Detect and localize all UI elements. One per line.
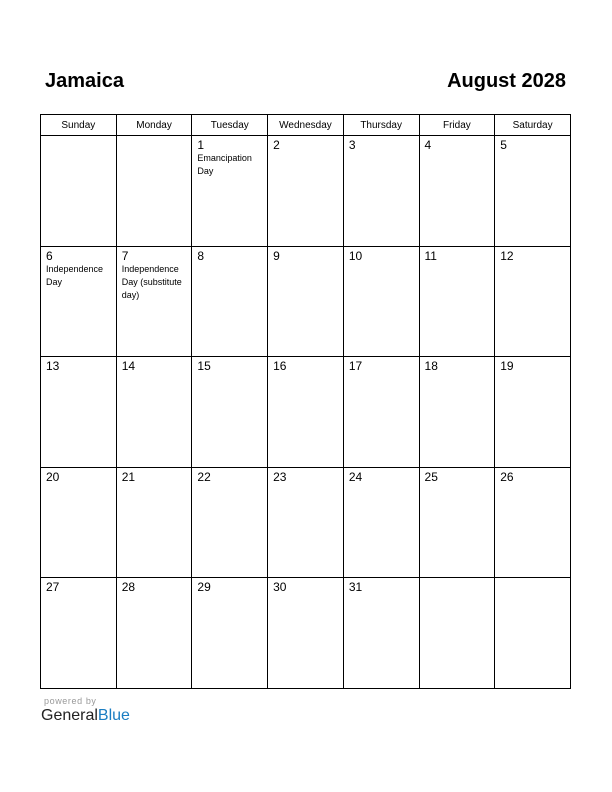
day-number: 23 [273, 469, 287, 484]
calendar-grid [40, 114, 571, 689]
logo-blue-text: Blue [97, 707, 130, 724]
day-number: 7 [121, 248, 129, 263]
logo-general-text: General [41, 707, 98, 724]
generalblue-logo [41, 707, 130, 725]
day-cell [495, 357, 571, 468]
day-number: 22 [197, 469, 211, 484]
day-cell [268, 136, 344, 247]
week-row [41, 578, 571, 689]
day-cell [192, 357, 268, 468]
powered-by-text: powered by [44, 696, 97, 706]
day-number: 19 [500, 359, 514, 374]
weekday-thursday: Thursday [343, 115, 419, 136]
day-cell [268, 578, 344, 689]
day-cell [268, 357, 344, 468]
day-number: 16 [273, 359, 287, 374]
day-cell [41, 578, 117, 689]
day-number: 6 [46, 248, 53, 263]
day-number: 11 [424, 248, 437, 263]
day-number: 18 [424, 359, 438, 374]
day-number: 2 [273, 138, 280, 152]
day-number: 13 [46, 359, 60, 374]
day-cell [116, 357, 192, 468]
week-row [41, 246, 571, 357]
day-cell [41, 136, 117, 247]
month-title: August 2028 [447, 70, 566, 92]
country-title: Jamaica [45, 70, 124, 92]
day-number: 27 [46, 580, 60, 595]
weekday-header-row [41, 115, 571, 136]
weekday-tuesday: Tuesday [192, 115, 268, 136]
day-number: 21 [121, 469, 136, 484]
day-cell [419, 136, 495, 247]
day-cell [343, 357, 419, 468]
day-number: 24 [348, 469, 363, 484]
day-cell [343, 467, 419, 578]
day-cell [419, 357, 495, 468]
week-row [41, 136, 571, 247]
day-number: 1 [197, 138, 205, 152]
day-number: 20 [46, 469, 60, 484]
day-number: 26 [500, 469, 514, 484]
day-cell [192, 467, 268, 578]
day-cell [192, 578, 268, 689]
day-cell [268, 467, 344, 578]
day-number: 25 [424, 469, 438, 484]
day-cell [41, 467, 117, 578]
day-cell [116, 136, 192, 247]
weekday-saturday: Saturday [495, 115, 571, 136]
week-row [41, 467, 571, 578]
holiday-label: Emancipation Day [197, 153, 252, 176]
weekday-friday: Friday [419, 115, 495, 136]
day-number: 12 [500, 248, 514, 263]
day-cell [419, 246, 495, 357]
day-number: 14 [121, 359, 136, 374]
day-number: 31 [348, 580, 363, 595]
day-number: 5 [500, 138, 507, 152]
day-number: 10 [348, 248, 363, 263]
weekday-wednesday: Wednesday [268, 115, 344, 136]
day-cell [192, 246, 268, 357]
generalblue-branding [41, 696, 130, 725]
day-cell [116, 246, 192, 357]
day-cell [343, 246, 419, 357]
day-cell [495, 578, 571, 689]
day-cell [268, 246, 344, 357]
day-cell [343, 578, 419, 689]
day-number: 4 [424, 138, 432, 152]
day-number: 8 [197, 248, 205, 263]
day-cell [495, 467, 571, 578]
holiday-label: Independence Day [46, 263, 104, 287]
day-number: 29 [197, 580, 211, 595]
day-number: 30 [273, 580, 287, 595]
day-number: 15 [197, 359, 211, 374]
weekday-monday: Monday [116, 115, 192, 136]
day-cell [495, 246, 571, 357]
day-cell [192, 136, 268, 247]
week-row [41, 357, 571, 468]
day-cell [116, 467, 192, 578]
holiday-label: Independence Day (substitute day) [121, 263, 182, 300]
day-cell [116, 578, 192, 689]
day-number: 9 [273, 248, 280, 263]
day-cell [419, 467, 495, 578]
day-cell [495, 136, 571, 247]
day-number: 28 [121, 580, 136, 595]
day-number: 17 [348, 359, 363, 374]
day-number: 3 [348, 138, 356, 152]
weekday-sunday: Sunday [41, 115, 117, 136]
day-cell [419, 578, 495, 689]
day-cell [41, 246, 117, 357]
day-cell [41, 357, 117, 468]
day-cell [343, 136, 419, 247]
